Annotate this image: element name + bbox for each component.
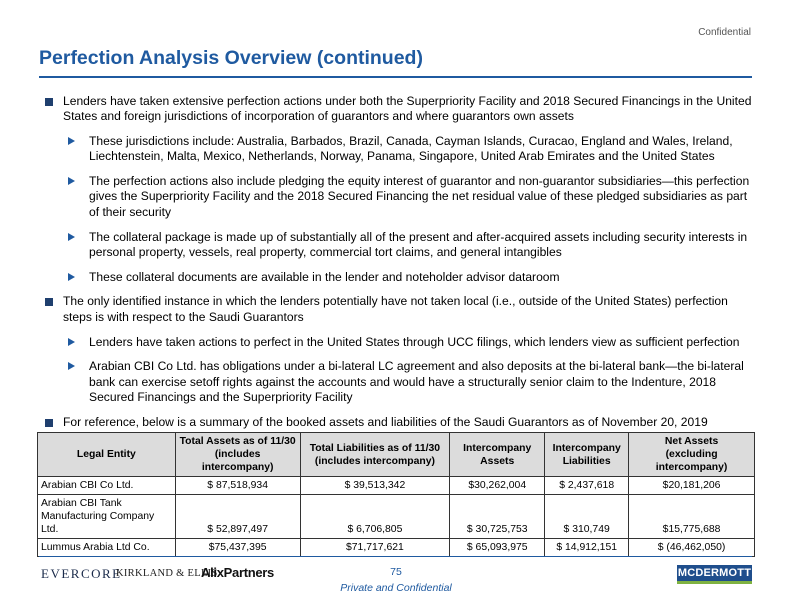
sub-bullet-equity-pledge — [39, 174, 752, 220]
sub-bullet-dataroom — [39, 270, 752, 285]
sub-bullet-jurisdictions — [39, 134, 752, 165]
header-intercompany-liabilities: Intercompany Liabilities — [545, 433, 629, 477]
cell-intercompany-assets: $ 30,725,753 — [450, 495, 545, 539]
cell-total-assets: $ 52,897,497 — [175, 495, 300, 539]
triangle-bullet-icon — [68, 362, 75, 370]
saudi-guarantors-table — [37, 432, 755, 557]
title-divider — [39, 76, 752, 78]
header-legal-entity: Legal Entity — [38, 433, 176, 477]
page-number: 75 — [390, 566, 402, 578]
cell-intercompany-liabilities: $ 14,912,151 — [545, 539, 629, 557]
bullet-text: For reference, below is a summary of the booked assets and liabilities of the Saudi Guarantors as of November 20, 2019 — [63, 414, 708, 429]
private-confidential-label: Private and Confidential — [340, 582, 452, 594]
bullet-text: The only identified instance in which the lenders potentially have not taken local (i.e., outside of the United States) perfection steps is with respect to the Saudi Guarantors — [63, 294, 728, 324]
mcdermott-logo: MCDERMOTT — [677, 567, 752, 579]
kirkland-ellis-logo: KIRKLAND & ELLIS — [116, 568, 218, 579]
sub-bullet-text: The perfection actions also include pledging the equity interest of guarantor and non-guarantor subsidiaries—this perfection gives the Superpriority Facility and the 2018 Secured Financing the net residual value of these pledged subsidiaries as part of their security — [89, 174, 750, 219]
triangle-bullet-icon — [68, 233, 75, 241]
header-total-liabilities: Total Liabilities as of 11/30 (includes intercompany) — [300, 433, 450, 477]
footer-divider — [39, 556, 752, 557]
mcdermott-logo-accent — [677, 581, 752, 584]
bullet-list — [39, 94, 752, 440]
header-net-assets: Net Assets (excluding intercompany) — [629, 433, 755, 477]
bullet-perfection-actions — [39, 94, 752, 125]
cell-intercompany-assets: $ 65,093,975 — [450, 539, 545, 557]
bullet-summary-reference — [39, 415, 752, 430]
cell-intercompany-liabilities: $ 310,749 — [545, 495, 629, 539]
square-bullet-icon — [45, 298, 53, 306]
sub-bullet-arabian-cbi-lc — [39, 359, 752, 405]
cell-total-liabilities: $71,717,621 — [300, 539, 450, 557]
table-row — [38, 495, 755, 539]
triangle-bullet-icon — [68, 137, 75, 145]
table-header-row — [38, 433, 755, 477]
cell-net-assets: $15,775,688 — [629, 495, 755, 539]
sub-bullet-text: Lenders have taken actions to perfect in the United States through UCC filings, which lenders view as sufficient perfection — [89, 334, 740, 349]
cell-net-assets: $20,181,206 — [629, 477, 755, 495]
cell-entity: Arabian CBI Co Ltd. — [38, 477, 176, 495]
evercore-logo: EVERCORE — [41, 566, 122, 581]
square-bullet-icon — [45, 98, 53, 106]
alixpartners-logo: AlixPartners — [201, 565, 274, 580]
sub-bullet-text: Arabian CBI Co Ltd. has obligations under a bi-lateral LC agreement and also deposits at the bi-lateral bank—the bi-lateral bank can exercise setoff rights against the accounts and would have a structurally senior claim to the Indenture, 2018 Secured Financings and the Superpriority Facility — [89, 359, 744, 404]
sub-bullet-text: These collateral documents are available in the lender and noteholder advisor dataroom — [89, 269, 560, 284]
cell-total-liabilities: $ 6,706,805 — [300, 495, 450, 539]
header-total-assets: Total Assets as of 11/30 (includes intercompany) — [175, 433, 300, 477]
cell-intercompany-assets: $30,262,004 — [450, 477, 545, 495]
cell-entity: Arabian CBI Tank Manufacturing Company Ltd. — [38, 495, 176, 539]
header-intercompany-assets: Intercompany Assets — [450, 433, 545, 477]
table-row — [38, 477, 755, 495]
cell-total-assets: $ 87,518,934 — [175, 477, 300, 495]
cell-intercompany-liabilities: $ 2,437,618 — [545, 477, 629, 495]
bullet-text: Lenders have taken extensive perfection actions under both the Superpriority Facility and 2018 Secured Financings in the United States and foreign jurisdictions of incorporation of guarantors and where guarantors own assets — [63, 94, 752, 124]
table-row — [38, 539, 755, 557]
triangle-bullet-icon — [68, 273, 75, 281]
confidential-label: Confidential — [698, 27, 751, 38]
bullet-saudi-guarantors — [39, 294, 752, 325]
square-bullet-icon — [45, 419, 53, 427]
sub-bullet-ucc-filings — [39, 335, 752, 350]
triangle-bullet-icon — [68, 177, 75, 185]
cell-total-assets: $75,437,395 — [175, 539, 300, 557]
triangle-bullet-icon — [68, 338, 75, 346]
cell-entity: Lummus Arabia Ltd Co. — [38, 539, 176, 557]
cell-net-assets: $ (46,462,050) — [629, 539, 755, 557]
sub-bullet-text: These jurisdictions include: Australia, Barbados, Brazil, Canada, Cayman Islands, Curacao, England and Wales, Ireland, Liechtenstein, Malta, Mexico, Netherlands, Norway, Panama, Singapore, United Arab Emirates and the United States — [89, 134, 733, 164]
sub-bullet-text: The collateral package is made up of substantially all of the present and after-acquired assets including security interests in personal property, vessels, real property, commercial tort claims, and general intangibles — [89, 229, 748, 259]
sub-bullet-collateral-package — [39, 230, 752, 261]
page-title: Perfection Analysis Overview (continued) — [39, 47, 423, 69]
cell-total-liabilities: $ 39,513,342 — [300, 477, 450, 495]
